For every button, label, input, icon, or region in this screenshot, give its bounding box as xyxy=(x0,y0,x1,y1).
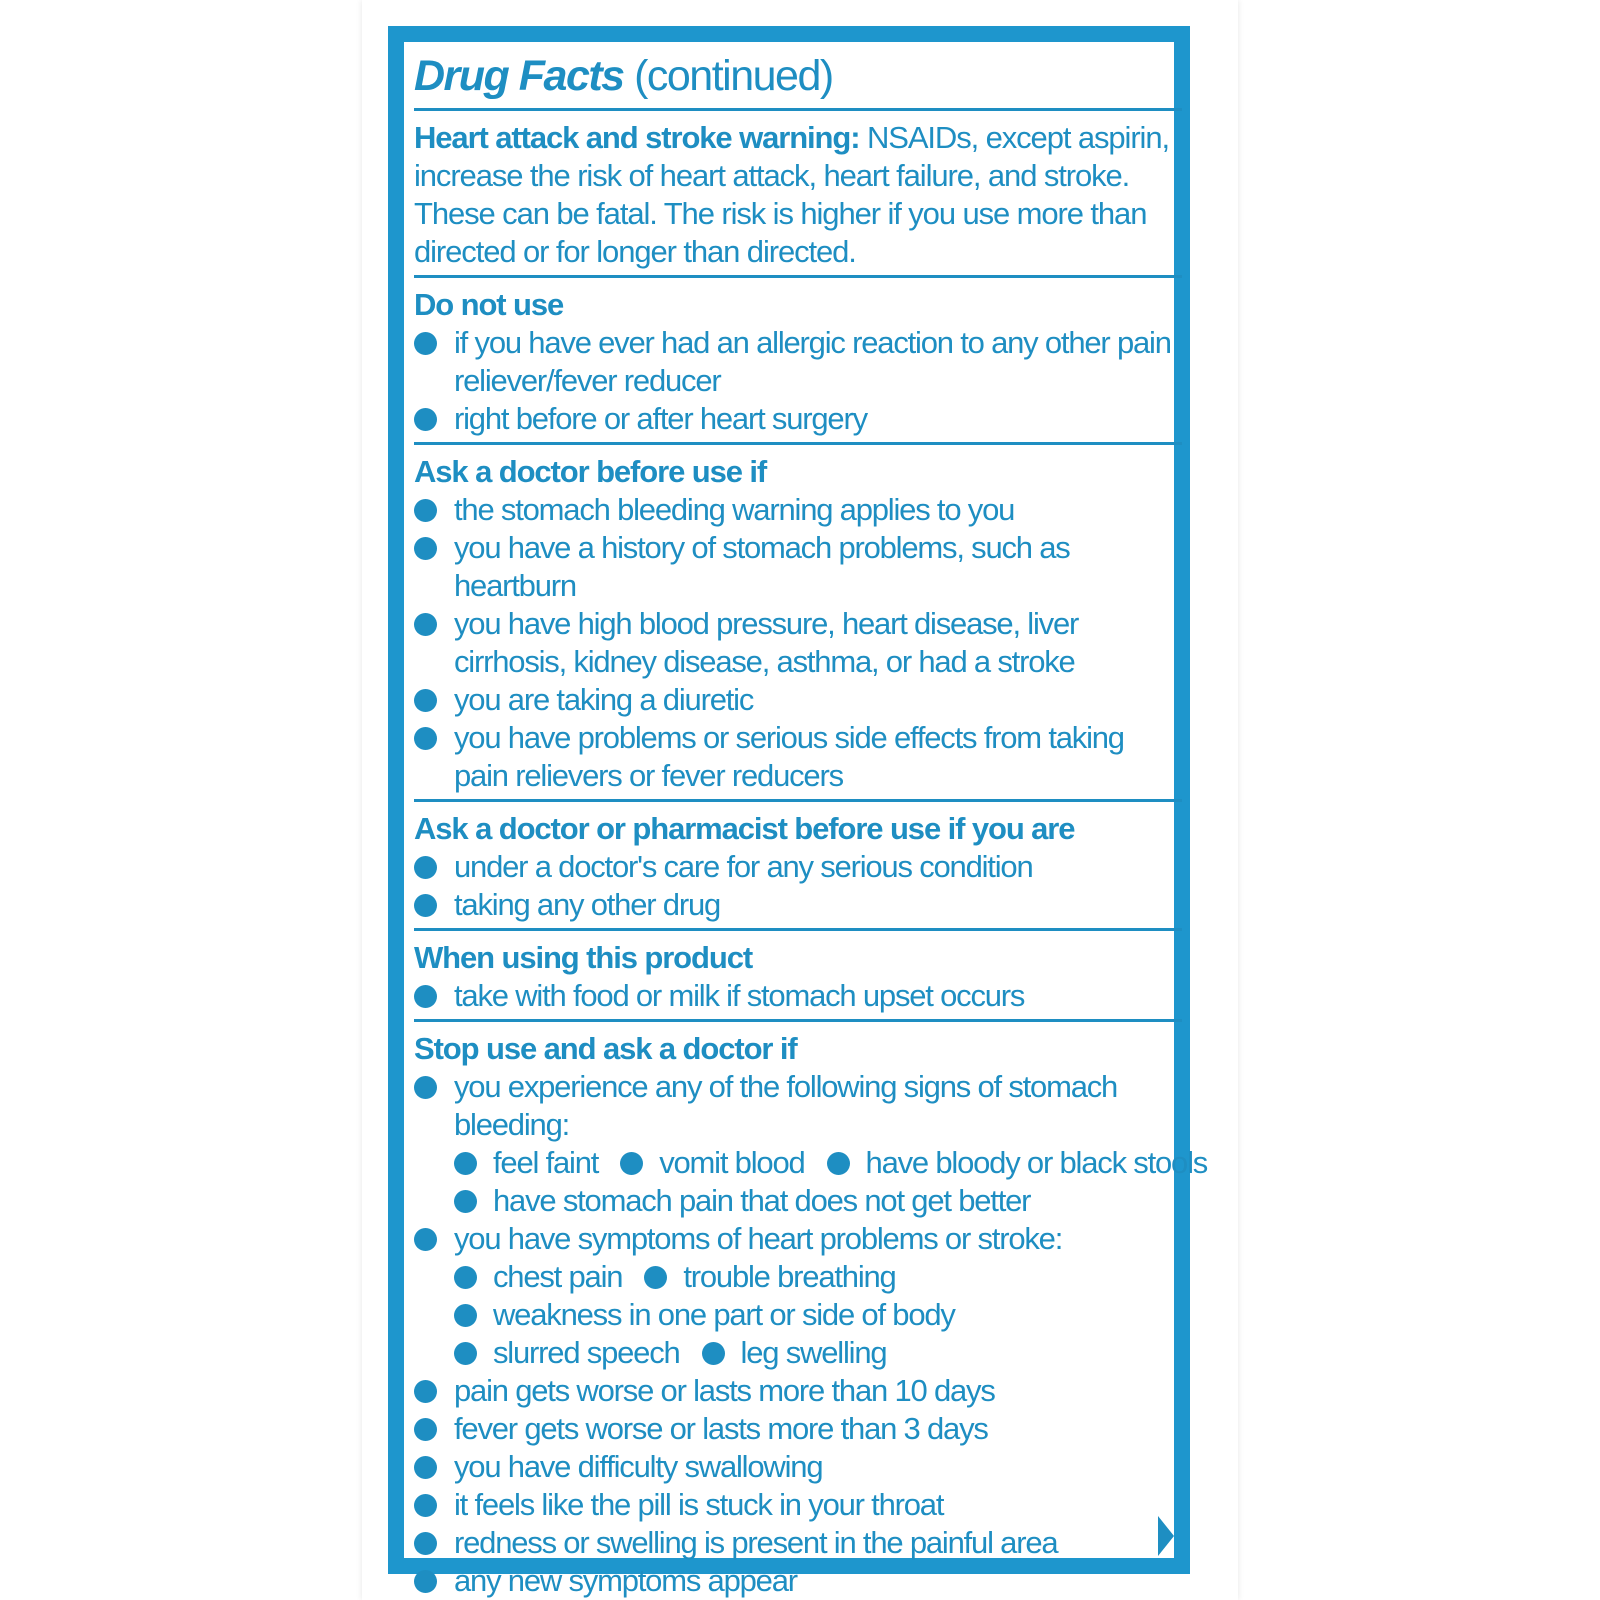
bullet-icon xyxy=(454,1304,477,1327)
list-item-text: pain gets worse or lasts more than 10 days xyxy=(454,1373,995,1408)
bullet-icon xyxy=(827,1152,850,1175)
list-item xyxy=(414,491,1182,529)
bullet-icon xyxy=(414,613,437,636)
list-item-text: you have difficulty swallowing xyxy=(454,1449,823,1484)
sub-item-text: leg swelling xyxy=(740,1335,887,1370)
bullet-icon xyxy=(454,1266,477,1289)
list-item xyxy=(414,719,1182,795)
list-item-text: the stomach bleeding warning applies to you xyxy=(454,492,1015,527)
title-continued: (continued) xyxy=(634,52,833,100)
sub-item xyxy=(644,1258,895,1296)
heart-warning-text: NSAIDs, except aspirin, increase the risk of heart attack, heart failure, and stroke. These can be fatal. The risk is higher if you use more than directed or for longer than directed. xyxy=(414,120,1169,269)
bullet-icon xyxy=(414,689,437,712)
sub-item-text: feel faint xyxy=(493,1145,599,1180)
sub-list-line xyxy=(414,1144,1208,1182)
bullet-icon xyxy=(414,985,437,1008)
heart-attack-warning xyxy=(414,117,1182,271)
sub-list-line xyxy=(414,1182,1182,1220)
bullet-icon xyxy=(414,499,437,522)
sub-item xyxy=(454,1334,680,1372)
list-item xyxy=(414,1220,1182,1258)
sub-item xyxy=(827,1144,1208,1182)
bullet-icon xyxy=(414,1570,437,1593)
bullet-icon xyxy=(414,1494,437,1517)
list-item-text: right before or after heart surgery xyxy=(454,401,867,436)
list-item-text: fever gets worse or lasts more than 3 days xyxy=(454,1411,988,1446)
list-item xyxy=(414,605,1182,681)
sub-item-text: weakness in one part or side of body xyxy=(493,1297,955,1332)
list-item xyxy=(414,1486,1182,1524)
sub-item-text: trouble breathing xyxy=(683,1259,896,1294)
drug-facts-panel xyxy=(388,26,1208,1598)
divider xyxy=(414,928,1182,931)
title-drug-facts: Drug Facts xyxy=(414,52,624,100)
list-item-text: you have a history of stomach problems, such as heartburn xyxy=(454,530,1070,603)
sub-item xyxy=(454,1182,1030,1220)
section-stop-use xyxy=(414,1028,1208,1600)
sub-item-text: have bloody or black stools xyxy=(865,1145,1208,1180)
bullet-icon xyxy=(454,1152,477,1175)
list-item-text: you have symptoms of heart problems or stroke: xyxy=(454,1221,1063,1256)
bullet-icon xyxy=(414,537,437,560)
do-not-use-heading: Do not use xyxy=(414,287,564,322)
list-item xyxy=(414,977,1182,1015)
list-item xyxy=(414,1372,1182,1410)
bullet-icon xyxy=(454,1342,477,1365)
list-item xyxy=(414,848,1182,886)
list-item xyxy=(414,1562,1182,1600)
ask-doctor-heading: Ask a doctor before use if xyxy=(414,454,767,489)
bullet-icon xyxy=(414,856,437,879)
divider xyxy=(414,275,1182,278)
list-item xyxy=(414,529,1182,605)
list-item xyxy=(414,400,1182,438)
list-item xyxy=(414,324,1182,400)
sub-item xyxy=(454,1144,598,1182)
sub-item-text: slurred speech xyxy=(493,1335,680,1370)
list-item xyxy=(414,681,1182,719)
sub-item xyxy=(620,1144,804,1182)
bullet-icon xyxy=(414,1456,437,1479)
bullet-icon xyxy=(620,1152,643,1175)
bullet-icon xyxy=(414,408,437,431)
divider xyxy=(414,1019,1182,1022)
list-item xyxy=(414,886,1182,924)
list-item-text: it feels like the pill is stuck in your throat xyxy=(454,1487,944,1522)
sub-item-text: chest pain xyxy=(493,1259,623,1294)
continue-arrow-icon xyxy=(1158,1516,1174,1556)
list-item-text: you are taking a diuretic xyxy=(454,682,754,717)
stop-use-heading: Stop use and ask a doctor if xyxy=(414,1031,797,1066)
list-item-text: you have high blood pressure, heart disease, liver cirrhosis, kidney disease, asthma, or had a stroke xyxy=(454,606,1079,679)
list-item-text: redness or swelling is present in the painful area xyxy=(454,1525,1058,1560)
bullet-icon xyxy=(414,1418,437,1441)
section-do-not-use xyxy=(414,284,1182,438)
sub-item xyxy=(702,1334,887,1372)
list-item xyxy=(414,1524,1182,1562)
sub-item xyxy=(454,1258,622,1296)
bullet-icon xyxy=(702,1342,725,1365)
page-title xyxy=(414,48,1182,104)
when-using-heading: When using this product xyxy=(414,940,753,975)
sub-list-line xyxy=(414,1334,1182,1372)
bullet-icon xyxy=(644,1266,667,1289)
list-item-text: any new symptoms appear xyxy=(454,1563,797,1598)
list-item xyxy=(414,1410,1182,1448)
sub-list-line xyxy=(414,1296,1182,1334)
heart-warning-lead: Heart attack and stroke warning: xyxy=(414,120,860,155)
list-item-text: if you have ever had an allergic reaction to any other pain reliever/fever reducer xyxy=(454,325,1171,398)
sub-item xyxy=(454,1296,955,1334)
list-item xyxy=(414,1068,1182,1144)
divider xyxy=(414,442,1182,445)
bullet-icon xyxy=(414,1380,437,1403)
list-item xyxy=(414,1448,1182,1486)
bullet-icon xyxy=(454,1190,477,1213)
sub-item-text: vomit blood xyxy=(659,1145,805,1180)
divider xyxy=(414,799,1182,802)
list-item-text: you experience any of the following signs of stomach bleeding: xyxy=(454,1069,1118,1142)
section-when-using xyxy=(414,937,1182,1015)
bullet-icon xyxy=(414,1076,437,1099)
sub-item-text: have stomach pain that does not get better xyxy=(493,1183,1031,1218)
drug-facts-content xyxy=(414,48,1208,1600)
sub-list-line xyxy=(414,1258,1182,1296)
bullet-icon xyxy=(414,1532,437,1555)
bullet-icon xyxy=(414,332,437,355)
list-item-text: under a doctor's care for any serious condition xyxy=(454,849,1033,884)
bullet-icon xyxy=(414,894,437,917)
section-ask-doctor xyxy=(414,451,1182,795)
list-item-text: taking any other drug xyxy=(454,887,721,922)
ask-pharmacist-heading: Ask a doctor or pharmacist before use if you are xyxy=(414,811,1075,846)
list-item-text: you have problems or serious side effects from taking pain relievers or fever reducers xyxy=(454,720,1124,793)
list-item-text: take with food or milk if stomach upset occurs xyxy=(454,978,1025,1013)
bullet-icon xyxy=(414,727,437,750)
section-ask-pharmacist xyxy=(414,808,1182,924)
divider xyxy=(414,108,1182,111)
bullet-icon xyxy=(414,1228,437,1251)
